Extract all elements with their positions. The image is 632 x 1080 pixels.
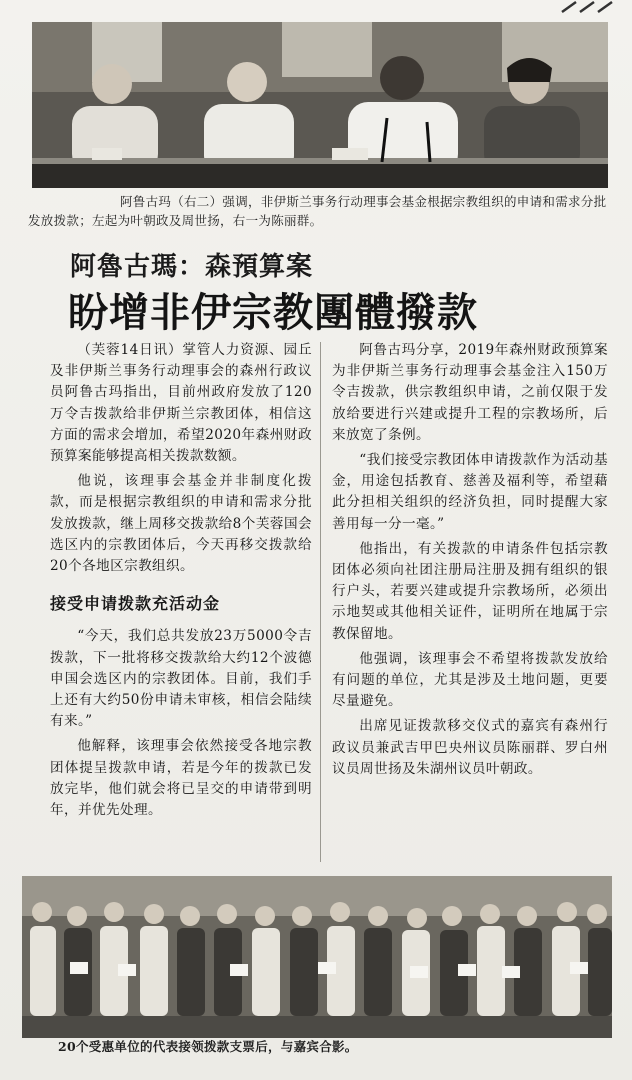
article-left-column xyxy=(50,340,312,825)
paragraph: “今天，我们总共发放23万5000令吉拨款，下一批将移交拨款给大约12个波德申国会选区内的宗教团体。目前，我们手上还有大约50份申请未审核，相信会陆续有来。” xyxy=(50,628,312,730)
paragraph: （芙蓉14日讯）掌管人力资源、园丘及非伊斯兰事务行动理事会的森州行政议员阿鲁古玛指出，目前州政府发放了120万令吉拨款给非伊斯兰宗教团体，相信这方面的需求会增加，希望2020年森州财政预算案能够提高相关拨款数额。 xyxy=(50,342,312,465)
paragraph: 他指出，有关拨款的申请条件包括宗教团体必须向社团注册局注册及拥有组织的银行户头，若要兴建或提升宗教场所，必须出示地契或其他相关证件，证明所在地属于宗教保留地。 xyxy=(332,540,608,642)
group-photo-caption: 20个受惠单位的代表接领拨款支票后，与嘉宾合影。 xyxy=(58,1039,358,1054)
paragraph: 他说，该理事会基金并非制度化拨款，而是根据宗教组织的申请和需求分批发放拨款，继上周移交拨款给8个芙蓉国会选区内的宗教团体后，今天再移交拨款给20个各地区宗教组织。 xyxy=(50,473,312,575)
paragraph: 他解释，该理事会依然接受各地宗教团体提呈拨款申请，若是今年的拨款已发放完毕，他们就会将已呈交的申请带到明年，并优先处理。 xyxy=(50,738,312,819)
top-photo-caption: 阿鲁古玛（右二）强调，非伊斯兰事务行动理事会基金根据宗教组织的申请和需求分批发放拨款；左起为叶朝政及周世扬，右一为陈丽群。 xyxy=(28,194,607,228)
group-photo xyxy=(22,876,612,1038)
paragraph: 他强调，该理事会不希望将拨款发放给有问题的单位，尤其是涉及土地问题，更要尽量避免。 xyxy=(332,650,608,710)
paragraph: “我们接受宗教团体申请拨款作为活动基金，用途包括教育、慈善及福利等，希望藉此分担相关组织的经济负担，同时提醒大家善用每一分一毫。” xyxy=(332,452,608,532)
press-conference-photo xyxy=(32,22,608,188)
column-divider xyxy=(320,342,321,862)
article-right-column xyxy=(332,340,608,784)
paragraph: 阿鲁古玛分享，2019年森州财政预算案为非伊斯兰事务行动理事会基金注入150万令吉拨款，供宗教组织申请，之前仅限于发放给要进行兴建或提升工程的宗教场所，后来放宽了条例。 xyxy=(332,342,608,443)
article-headline: 盼增非伊宗教團體撥款 xyxy=(68,290,478,336)
article-subhead: 接受申请拨款充活动金 xyxy=(50,594,221,614)
paragraph: 出席见证拨款移交仪式的嘉宾有森州行政议员兼武吉甲巴央州议员陈丽群、罗白州议员周世扬及朱湖州议员叶朝政。 xyxy=(332,718,608,777)
corner-mark-icon xyxy=(558,0,622,14)
article-kicker: 阿魯古瑪：森預算案 xyxy=(70,252,314,282)
